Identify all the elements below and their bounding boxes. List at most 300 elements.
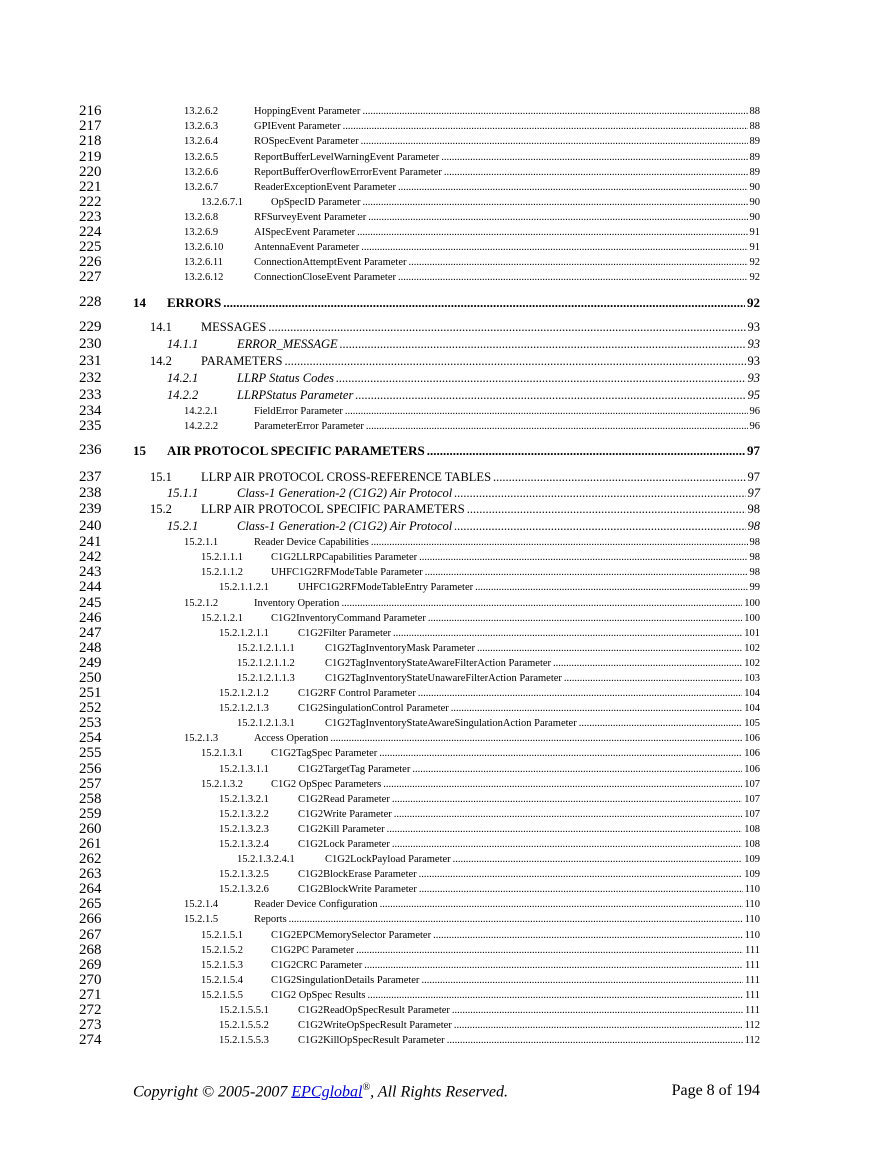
dot-leader <box>383 779 742 791</box>
toc-entry-link[interactable] <box>184 212 760 224</box>
section-title: AISpecEvent Parameter <box>254 227 356 238</box>
dot-leader <box>345 406 748 418</box>
toc-entry-link[interactable] <box>219 688 760 700</box>
line-number: 272 <box>79 1002 102 1018</box>
toc-entry-link[interactable] <box>219 582 760 594</box>
section-number: 15.2.1.2.1 <box>201 613 243 624</box>
line-number: 226 <box>79 254 102 270</box>
section-page-number: 98 <box>747 502 760 516</box>
section-title: AntennaEvent Parameter <box>254 242 360 253</box>
dot-leader <box>394 809 742 821</box>
toc-entry-link[interactable] <box>219 794 760 806</box>
toc-entry-link[interactable] <box>167 486 760 500</box>
section-page-number: 95 <box>747 388 760 402</box>
toc-entry-link[interactable] <box>184 257 760 269</box>
section-page-number: 90 <box>749 182 760 193</box>
dot-leader <box>355 388 745 402</box>
dot-leader <box>412 764 742 776</box>
section-title: Reports <box>254 914 287 925</box>
dot-leader <box>433 930 743 942</box>
line-number: 216 <box>79 103 102 119</box>
line-number: 220 <box>79 164 102 180</box>
section-title: UHFC1G2RFModeTable Parameter <box>271 567 423 578</box>
line-number: 256 <box>79 761 102 777</box>
line-number: 262 <box>79 851 102 867</box>
section-page-number: 93 <box>747 354 760 368</box>
toc-entry-link[interactable] <box>167 388 760 402</box>
section-title: OpSpecID Parameter <box>271 197 361 208</box>
section-page-number: 93 <box>747 337 760 351</box>
dot-leader <box>363 197 748 209</box>
toc-entry-link[interactable] <box>184 227 760 239</box>
section-number: 15.2.1.5.1 <box>201 930 243 941</box>
section-title: C1G2TargetTag Parameter <box>298 764 411 775</box>
section-page-number: 104 <box>744 688 760 699</box>
section-page-number: 106 <box>744 748 760 759</box>
line-number: 240 <box>79 518 102 534</box>
dot-leader <box>340 337 746 351</box>
section-page-number: 103 <box>744 673 760 684</box>
dot-leader <box>475 582 747 594</box>
toc-entry-link[interactable] <box>167 371 760 385</box>
line-number: 232 <box>79 370 102 386</box>
toc-entry-link[interactable] <box>167 519 760 533</box>
line-number: 234 <box>79 403 102 419</box>
section-number: 15.2.1.2.1.2 <box>219 688 269 699</box>
section-page-number: 111 <box>745 945 760 956</box>
toc-entry-link[interactable] <box>219 809 760 821</box>
section-number: 13.2.6.11 <box>184 257 223 268</box>
section-title: C1G2TagInventoryStateAwareFilterAction Parameter <box>325 658 552 669</box>
section-title: LLRP AIR PROTOCOL CROSS-REFERENCE TABLES <box>201 470 492 484</box>
dot-leader <box>418 688 742 700</box>
toc-entry-link[interactable] <box>219 1035 760 1047</box>
section-page-number: 96 <box>749 406 760 417</box>
section-page-number: 98 <box>747 519 760 533</box>
line-number: 219 <box>79 149 102 165</box>
toc-entry-link[interactable] <box>184 598 760 610</box>
section-title: FieldError Parameter <box>254 406 343 417</box>
section-page-number: 106 <box>744 764 760 775</box>
section-page-number: 108 <box>744 824 760 835</box>
section-title: C1G2BlockErase Parameter <box>298 869 417 880</box>
page-footer <box>133 1082 760 1104</box>
toc-entry-link[interactable] <box>201 975 760 987</box>
line-number: 245 <box>79 595 102 611</box>
line-number: 224 <box>79 224 102 240</box>
section-title: C1G2RF Control Parameter <box>298 688 416 699</box>
dot-leader <box>425 567 748 579</box>
section-number: 15.2.1.3.2.3 <box>219 824 269 835</box>
dot-leader <box>451 703 742 715</box>
section-title: Access Operation <box>254 733 329 744</box>
section-number: 15.2.1.1 <box>184 537 219 548</box>
toc-entry-link[interactable] <box>219 869 760 881</box>
toc-entry-link[interactable] <box>201 613 760 625</box>
dot-leader <box>223 295 745 310</box>
toc-entry-link[interactable] <box>184 899 760 911</box>
dot-leader <box>330 733 742 745</box>
dot-leader <box>336 371 745 385</box>
toc-entry-link[interactable] <box>184 733 760 745</box>
section-number: 14.2.2.1 <box>184 406 219 417</box>
section-title: C1G2KillOpSpecResult Parameter <box>298 1035 445 1046</box>
section-number: 15.2.1.5.5 <box>201 990 243 1001</box>
section-page-number: 98 <box>749 537 760 548</box>
section-number: 13.2.6.5 <box>184 152 219 163</box>
dot-leader <box>362 106 747 118</box>
dot-leader <box>289 914 743 926</box>
section-number: 14.1.1 <box>167 337 199 351</box>
dot-leader <box>419 869 743 881</box>
dot-leader <box>419 552 747 564</box>
line-number: 269 <box>79 957 102 973</box>
line-number: 267 <box>79 927 102 943</box>
section-number: 15.2.1 <box>167 519 199 533</box>
line-number: 254 <box>79 730 102 746</box>
section-page-number: 109 <box>744 854 760 865</box>
dot-leader <box>444 167 748 179</box>
registered-mark: ® <box>362 1082 371 1093</box>
toc-entry-link[interactable] <box>219 628 760 640</box>
line-number: 241 <box>79 534 102 550</box>
toc-entry-link[interactable] <box>184 106 760 118</box>
dot-leader <box>392 794 742 806</box>
toc-entry-link[interactable] <box>237 658 760 670</box>
line-number: 247 <box>79 625 102 641</box>
line-number: 261 <box>79 836 102 852</box>
toc-entry-link[interactable] <box>201 197 760 209</box>
copyright-prefix: Copyright © 2005-2007 <box>133 1083 292 1101</box>
section-title: C1G2Write Parameter <box>298 809 392 820</box>
section-number: 15.2.1.3.2 <box>201 779 243 790</box>
toc-entry-link[interactable] <box>219 1005 760 1017</box>
copyright-notice <box>133 1082 508 1101</box>
dot-leader <box>454 519 745 533</box>
epcglobal-link[interactable]: EPCglobal <box>291 1083 363 1101</box>
page-number: Page 8 of 194 <box>671 1082 760 1099</box>
section-number: 15.2.1.4 <box>184 899 219 910</box>
line-number: 255 <box>79 745 102 761</box>
line-number: 227 <box>79 269 102 285</box>
section-number: 15.2.1.2.1.3 <box>219 703 269 714</box>
dot-leader <box>356 945 743 957</box>
section-page-number: 102 <box>744 643 760 654</box>
toc-entry-link[interactable] <box>219 884 760 896</box>
line-number: 248 <box>79 640 102 656</box>
toc-entry-link[interactable] <box>184 121 760 133</box>
section-title: MESSAGES <box>201 320 267 334</box>
section-page-number: 102 <box>744 658 760 669</box>
section-title: HoppingEvent Parameter <box>254 106 361 117</box>
section-page-number: 91 <box>749 242 760 253</box>
section-title: C1G2BlockWrite Parameter <box>298 884 417 895</box>
line-number: 242 <box>79 549 102 565</box>
line-number: 252 <box>79 700 102 716</box>
dot-leader <box>428 613 742 625</box>
section-page-number: 89 <box>749 167 760 178</box>
dot-leader <box>453 854 743 866</box>
toc-entry-link[interactable] <box>201 748 760 760</box>
dot-leader <box>427 443 745 458</box>
line-number: 233 <box>79 387 102 403</box>
toc-entry-link[interactable] <box>133 295 760 310</box>
toc-entry-link[interactable] <box>184 242 760 254</box>
section-number: 13.2.6.4 <box>184 136 219 147</box>
toc-entry-link[interactable] <box>184 182 760 194</box>
section-number: 13.2.6.9 <box>184 227 219 238</box>
dot-leader <box>341 598 742 610</box>
section-title: C1G2Lock Parameter <box>298 839 390 850</box>
section-number: 13.2.6.3 <box>184 121 219 132</box>
dot-leader <box>447 1035 743 1047</box>
toc-entry-link[interactable] <box>237 673 760 685</box>
toc-entry-link[interactable] <box>184 272 760 284</box>
section-number: 15.2.1.3.2.5 <box>219 869 269 880</box>
section-title: C1G2TagInventoryMask Parameter <box>325 643 476 654</box>
dot-leader <box>553 658 742 670</box>
toc-entry-link[interactable] <box>219 824 760 836</box>
section-page-number: 110 <box>744 930 760 941</box>
section-page-number: 110 <box>744 899 760 910</box>
section-page-number: 112 <box>744 1035 760 1046</box>
line-number: 223 <box>79 209 102 225</box>
section-number: 15.2.1.2.1.1.2 <box>237 658 295 669</box>
toc-entry-link[interactable] <box>184 537 760 549</box>
toc-entry-link[interactable] <box>201 945 760 957</box>
section-number: 15.2.1.5.5.2 <box>219 1020 269 1031</box>
section-title: C1G2 OpSpec Results <box>271 990 366 1001</box>
toc-entry-link[interactable] <box>201 930 760 942</box>
section-page-number: 107 <box>744 809 760 820</box>
line-number: 265 <box>79 896 102 912</box>
line-number: 231 <box>79 353 102 369</box>
section-page-number: 111 <box>745 1005 760 1016</box>
toc-entry-link[interactable] <box>237 643 760 655</box>
line-number: 218 <box>79 133 102 149</box>
line-number: 264 <box>79 881 102 897</box>
section-page-number: 88 <box>749 121 760 132</box>
dot-leader <box>361 136 748 148</box>
section-page-number: 89 <box>749 152 760 163</box>
dot-leader <box>398 272 747 284</box>
section-page-number: 97 <box>747 443 760 458</box>
toc-entry-link[interactable] <box>237 718 760 730</box>
section-page-number: 100 <box>744 613 760 624</box>
toc-entry-link[interactable] <box>150 354 760 368</box>
section-number: 15.2.1.5.5.1 <box>219 1005 269 1016</box>
dot-leader <box>398 182 748 194</box>
section-page-number: 111 <box>745 960 760 971</box>
dot-leader <box>564 673 742 685</box>
section-page-number: 98 <box>749 552 760 563</box>
section-number: 15.2.1.3.2.2 <box>219 809 269 820</box>
section-title: ReportBufferOverflowErrorEvent Parameter <box>254 167 442 178</box>
section-title: GPIEvent Parameter <box>254 121 341 132</box>
section-page-number: 99 <box>749 582 760 593</box>
section-title: Class-1 Generation-2 (C1G2) Air Protocol <box>237 519 453 533</box>
section-title: LLRPStatus Parameter <box>237 388 354 402</box>
toc-entry-link[interactable] <box>201 567 760 579</box>
dot-leader <box>452 1005 743 1017</box>
section-page-number: 108 <box>744 839 760 850</box>
section-page-number: 97 <box>747 486 760 500</box>
section-page-number: 93 <box>747 371 760 385</box>
dot-leader <box>477 643 742 655</box>
section-page-number: 89 <box>749 136 760 147</box>
line-number: 217 <box>79 118 102 134</box>
section-title: LLRP Status Codes <box>237 371 335 385</box>
section-title: C1G2Filter Parameter <box>298 628 392 639</box>
section-number: 15.2 <box>150 502 172 516</box>
section-page-number: 101 <box>744 628 760 639</box>
toc-entry-link[interactable] <box>237 854 760 866</box>
line-number: 221 <box>79 179 102 195</box>
section-title: PARAMETERS <box>201 354 283 368</box>
section-number: 13.2.6.2 <box>184 106 219 117</box>
toc-entry-link[interactable] <box>184 152 760 164</box>
section-number: 15.2.1.3.2.1 <box>219 794 269 805</box>
section-title: ROSpecEvent Parameter <box>254 136 359 147</box>
toc-entry-link[interactable] <box>201 779 760 791</box>
section-page-number: 100 <box>744 598 760 609</box>
dot-leader <box>361 242 747 254</box>
section-title: C1G2ReadOpSpecResult Parameter <box>298 1005 450 1016</box>
section-title: C1G2SingulationControl Parameter <box>298 703 449 714</box>
line-number: 225 <box>79 239 102 255</box>
section-number: 13.2.6.6 <box>184 167 219 178</box>
toc-entry-link[interactable] <box>150 470 760 484</box>
line-number: 266 <box>79 911 102 927</box>
line-number: 230 <box>79 336 102 352</box>
toc-entry-link[interactable] <box>219 703 760 715</box>
dot-leader <box>368 990 744 1002</box>
section-page-number: 107 <box>744 779 760 790</box>
section-title: C1G2Read Parameter <box>298 794 390 805</box>
section-number: 13.2.6.12 <box>184 272 224 283</box>
line-number: 222 <box>79 194 102 210</box>
dot-leader <box>268 320 745 334</box>
section-number: 14.2.1 <box>167 371 199 385</box>
line-number: 260 <box>79 821 102 837</box>
section-number: 15.1 <box>150 470 172 484</box>
section-page-number: 110 <box>744 914 760 925</box>
line-number: 273 <box>79 1017 102 1033</box>
dot-leader <box>493 470 745 484</box>
section-number: 15.2.1.3.1.1 <box>219 764 269 775</box>
line-number: 237 <box>79 469 102 485</box>
section-title: C1G2TagSpec Parameter <box>271 748 378 759</box>
section-page-number: 110 <box>744 884 760 895</box>
section-page-number: 107 <box>744 794 760 805</box>
toc-entry-link[interactable] <box>219 839 760 851</box>
section-number: 15.2.1.5.4 <box>201 975 243 986</box>
section-page-number: 111 <box>745 990 760 1001</box>
section-number: 14.2.2 <box>167 388 199 402</box>
section-number: 14 <box>133 295 146 310</box>
toc-entry-link[interactable] <box>184 421 760 433</box>
section-page-number: 92 <box>749 257 760 268</box>
section-number: 15.2.1.5 <box>184 914 219 925</box>
section-title: C1G2WriteOpSpecResult Parameter <box>298 1020 452 1031</box>
section-number: 13.2.6.10 <box>184 242 224 253</box>
section-page-number: 90 <box>749 212 760 223</box>
dot-leader <box>579 718 743 730</box>
toc-entry-link[interactable] <box>167 337 760 351</box>
line-number: 229 <box>79 319 102 335</box>
section-number: 15.2.1.3.2.6 <box>219 884 269 895</box>
toc-entry-link[interactable] <box>219 764 760 776</box>
toc-entry-link[interactable] <box>184 914 760 926</box>
line-number: 263 <box>79 866 102 882</box>
toc-entry-link[interactable] <box>184 406 760 418</box>
section-title: ConnectionCloseEvent Parameter <box>254 272 397 283</box>
toc-entry-link[interactable] <box>184 136 760 148</box>
section-title: C1G2InventoryCommand Parameter <box>271 613 426 624</box>
section-title: ConnectionAttemptEvent Parameter <box>254 257 407 268</box>
line-number: 250 <box>79 670 102 686</box>
dot-leader <box>357 227 747 239</box>
section-number: 15.2.1.3.2.4.1 <box>237 854 295 865</box>
dot-leader <box>454 486 745 500</box>
section-number: 15.2.1.1.2 <box>201 567 243 578</box>
toc-entry-link[interactable] <box>219 1020 760 1032</box>
dot-leader <box>368 212 747 224</box>
section-page-number: 93 <box>747 320 760 334</box>
toc-entry-link[interactable] <box>150 320 760 334</box>
line-number: 228 <box>79 294 102 310</box>
section-number: 15.2.1.2.1.1.1 <box>237 643 295 654</box>
section-page-number: 92 <box>747 295 760 310</box>
dot-leader <box>409 257 748 269</box>
section-title: C1G2 OpSpec Parameters <box>271 779 382 790</box>
dot-leader <box>364 960 743 972</box>
section-title: ReportBufferLevelWarningEvent Parameter <box>254 152 440 163</box>
section-page-number: 88 <box>749 106 760 117</box>
section-title: C1G2CRC Parameter <box>271 960 363 971</box>
section-number: 15 <box>133 443 146 458</box>
section-page-number: 112 <box>744 1020 760 1031</box>
section-number: 13.2.6.7 <box>184 182 219 193</box>
section-number: 15.2.1.1.2.1 <box>219 582 269 593</box>
section-number: 15.2.1.2 <box>184 598 219 609</box>
section-page-number: 96 <box>749 421 760 432</box>
dot-leader <box>366 421 748 433</box>
toc-entry-link[interactable] <box>133 443 760 458</box>
toc-entry-link[interactable] <box>201 552 760 564</box>
line-number: 243 <box>79 564 102 580</box>
section-title: ERRORS <box>167 295 222 310</box>
section-number: 15.2.1.3.2.4 <box>219 839 269 850</box>
dot-leader <box>285 354 746 368</box>
section-number: 14.1 <box>150 320 172 334</box>
section-page-number: 106 <box>744 733 760 744</box>
section-title: ReaderExceptionEvent Parameter <box>254 182 396 193</box>
toc-entry-link[interactable] <box>201 960 760 972</box>
section-page-number: 90 <box>749 197 760 208</box>
section-title: AIR PROTOCOL SPECIFIC PARAMETERS <box>167 443 425 458</box>
toc-entry-link[interactable] <box>184 167 760 179</box>
section-title: C1G2LockPayload Parameter <box>325 854 451 865</box>
section-page-number: 97 <box>747 470 760 484</box>
toc-entry-link[interactable] <box>201 990 760 1002</box>
line-number: 235 <box>79 418 102 434</box>
toc-entry-link[interactable] <box>150 502 760 516</box>
dot-leader <box>393 628 742 640</box>
section-title: Reader Device Configuration <box>254 899 378 910</box>
section-page-number: 111 <box>745 975 760 986</box>
copyright-suffix: , All Rights Reserved. <box>370 1083 508 1101</box>
